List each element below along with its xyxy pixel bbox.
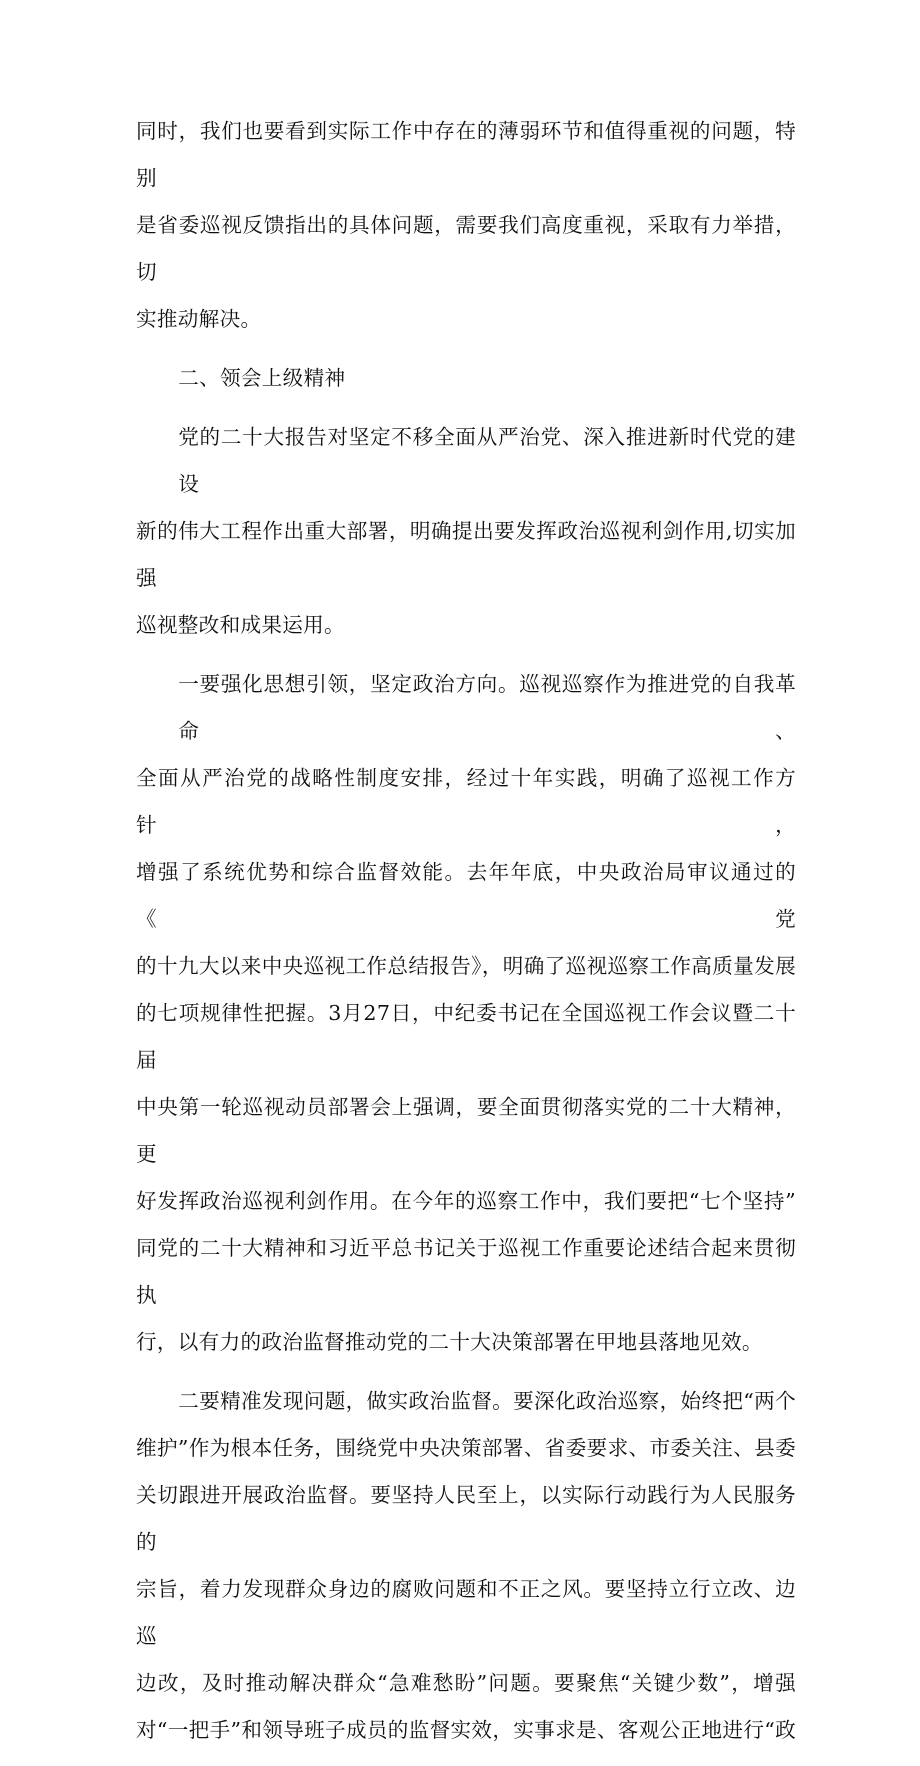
text-line: 党的二十大报告对坚定不移全面从严治党、深入推进新时代党的建设 (178, 425, 796, 496)
text-line: 维护”作为根本任务，围绕党中央决策部署、省委要求、市委关注、县委 (136, 1436, 796, 1460)
text-line: 行，以有力的政治监督推动党的二十大决策部署在甲地县落地见效。 (136, 1330, 763, 1354)
text-line: 的七项规律性把握。3月27日，中纪委书记在全国巡视工作会议暨二十届 (136, 1001, 796, 1072)
text-line: 巡视整改和成果运用。 (136, 613, 345, 637)
section-heading-text: 二、领会上级精神 (178, 366, 346, 390)
text-line: 实推动解决。 (136, 307, 262, 331)
paragraph-2 (136, 414, 796, 649)
text-line: 同党的二十大精神和习近平总书记关于巡视工作重要论述结合起来贯彻执 (136, 1236, 796, 1307)
text-line: 同时，我们也要看到实际工作中存在的薄弱环节和值得重视的问题，特别 (136, 119, 796, 190)
document-body (136, 108, 796, 1766)
text-line: 是省委巡视反馈指出的具体问题，需要我们高度重视，采取有力举措，切 (136, 213, 796, 284)
text-line: 中央第一轮巡视动员部署会上强调，要全面贯彻落实党的二十大精神，更 (136, 1095, 796, 1166)
text-line: 新的伟大工程作出重大部署，明确提出要发挥政治巡视利剑作用,切实加强 (136, 519, 796, 590)
text-line: 边改，及时推动解决群众“急难愁盼”问题。要聚焦“关键少数”，增强 (136, 1671, 796, 1695)
text-line: 全面从严治党的战略性制度安排，经过十年实践，明确了巡视工作方针， (136, 766, 796, 837)
text-line: 宗旨，着力发现群众身边的腐败问题和不正之风。要坚持立行立改、边巡 (136, 1577, 796, 1648)
paragraph-1 (136, 108, 796, 343)
text-line: 的十九大以来中央巡视工作总结报告》，明确了巡视巡察工作高质量发展 (136, 954, 796, 978)
text-line: 好发挥政治巡视利剑作用。在今年的巡察工作中，我们要把“七个坚持” (136, 1189, 796, 1213)
text-line: 一要强化思想引领，坚定政治方向。巡视巡察作为推进党的自我革命、 (178, 672, 796, 743)
text-line: 增强了系统优势和综合监督效能。去年年底，中央政治局审议通过的《党 (136, 860, 796, 931)
section-heading-2 (136, 355, 796, 402)
paragraph-4 (136, 1378, 796, 1754)
text-line: 二要精准发现问题，做实政治监督。要深化政治巡察，始终把“两个 (178, 1389, 796, 1413)
text-line: 对“一把手”和领导班子成员的监督实效，实事求是、客观公正地进行“政 (136, 1718, 796, 1742)
paragraph-3 (136, 661, 796, 1366)
text-line: 关切跟进开展政治监督。要坚持人民至上，以实际行动践行为人民服务的 (136, 1483, 796, 1554)
